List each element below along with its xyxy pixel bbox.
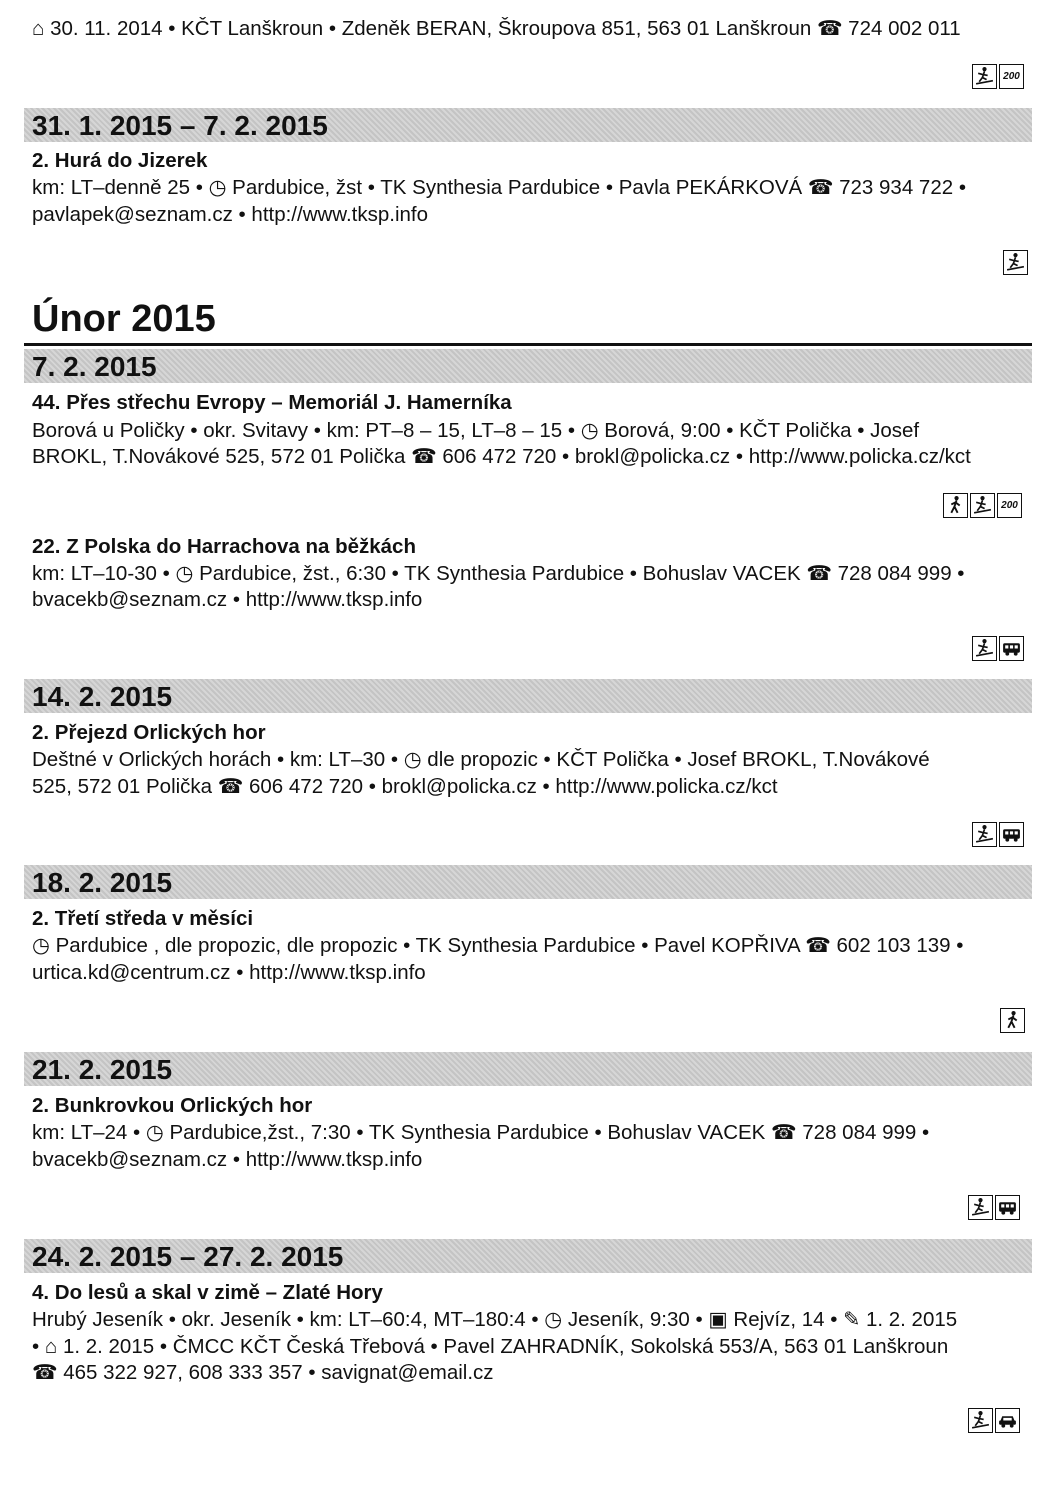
top-icons <box>972 64 1024 89</box>
month-heading: Únor 2015 <box>32 298 216 340</box>
event-detail-line: Hrubý Jeseník • okr. Jeseník • km: LT–60:4, MT–180:4 • ◷ Jeseník, 9:30 • ▣ Rejvíz, 14 • ✎ 1. 2. 2015 <box>32 1308 958 1331</box>
event-date-band: 31. 1. 2015 – 7. 2. 2015 <box>24 108 1032 142</box>
event-title: 44. Přes střechu Evropy – Memoriál J. Hamerníka <box>32 391 512 414</box>
event-detail-line: km: LT–24 • ◷ Pardubice,žst., 7:30 • TK Synthesia Pardubice • Bohuslav VACEK ☎ 728 084 999 • <box>32 1121 930 1144</box>
event-detail-line: Deštné v Orlických horách • km: LT–30 • ◷ dle propozic • KČT Polička • Josef BROKL, T.Novákové <box>32 748 930 771</box>
event-title: 22. Z Polska do Harrachova na běžkách <box>32 535 416 558</box>
event-detail-line: km: LT–denně 25 • ◷ Pardubice, žst • TK Synthesia Pardubice • Pavla PEKÁRKOVÁ ☎ 723 934 722 • <box>32 176 967 199</box>
ski-icon <box>972 822 997 847</box>
event-detail-line: pavlapek@seznam.cz • http://www.tksp.info <box>32 203 429 226</box>
top-contact-line: ⌂ 30. 11. 2014 • KČT Lanškroun • Zdeněk BERAN, Škroupova 851, 563 01 Lanškroun ☎ 724 002 011 <box>32 17 961 40</box>
hiker-icon <box>1000 1008 1025 1033</box>
event-icons <box>943 493 1022 518</box>
event-detail-line: bvacekb@seznam.cz • http://www.tksp.info <box>32 1148 423 1171</box>
ski-icon <box>970 493 995 518</box>
ski-icon <box>972 64 997 89</box>
event-icons <box>1003 250 1028 275</box>
event-detail-line: ☎ 465 322 927, 608 333 357 • savignat@email.cz <box>32 1361 494 1384</box>
ski-icon <box>968 1408 993 1433</box>
event-detail-line: bvacekb@seznam.cz • http://www.tksp.info <box>32 588 423 611</box>
event-date-band: 18. 2. 2015 <box>24 865 1032 899</box>
event-date-band: 7. 2. 2015 <box>24 349 1032 383</box>
bus-icon <box>999 636 1024 661</box>
bus-icon <box>995 1195 1020 1220</box>
event-date-band: 14. 2. 2015 <box>24 679 1032 713</box>
event-icons <box>968 1408 1020 1433</box>
event-detail-line: Borová u Poličky • okr. Svitavy • km: PT–8 – 15, LT–8 – 15 • ◷ Borová, 9:00 • KČT Polička • Josef <box>32 419 920 442</box>
event-title: 2. Bunkrovkou Orlických hor <box>32 1094 313 1117</box>
event-icons <box>972 636 1024 661</box>
car-icon <box>995 1408 1020 1433</box>
event-title: 4. Do lesů a skal v zimě – Zlaté Hory <box>32 1281 383 1304</box>
event-title: 2. Hurá do Jizerek <box>32 149 208 172</box>
event-title: 2. Přejezd Orlických hor <box>32 721 266 744</box>
event-date-band: 21. 2. 2015 <box>24 1052 1032 1086</box>
event-icons <box>1000 1008 1025 1033</box>
badge-200-icon: 200 <box>997 493 1022 518</box>
event-detail-line: km: LT–10-30 • ◷ Pardubice, žst., 6:30 • TK Synthesia Pardubice • Bohuslav VACEK ☎ 728 084 999 • <box>32 562 965 585</box>
hiker-icon <box>943 493 968 518</box>
event-detail-line: ◷ Pardubice , dle propozic, dle propozic • TK Synthesia Pardubice • Pavel KOPŘIVA ☎ 602 103 139 • <box>32 934 964 957</box>
event-date-band: 24. 2. 2015 – 27. 2. 2015 <box>24 1239 1032 1273</box>
bus-icon <box>999 822 1024 847</box>
ski-icon <box>972 636 997 661</box>
badge-200-icon: 200 <box>999 64 1024 89</box>
ski-icon <box>1003 250 1028 275</box>
event-icons <box>968 1195 1020 1220</box>
event-detail-line: BROKL, T.Novákové 525, 572 01 Polička ☎ 606 472 720 • brokl@policka.cz • http://www.policka.cz/kct <box>32 445 971 468</box>
event-detail-line: • ⌂ 1. 2. 2015 • ČMCC KČT Česká Třebová • Pavel ZAHRADNÍK, Sokolská 553/A, 563 01 Lanškroun <box>32 1335 949 1358</box>
event-detail-line: 525, 572 01 Polička ☎ 606 472 720 • brokl@policka.cz • http://www.policka.cz/kct <box>32 775 778 798</box>
month-divider <box>24 343 1032 346</box>
event-detail-line: urtica.kd@centrum.cz • http://www.tksp.info <box>32 961 426 984</box>
event-icons <box>972 822 1024 847</box>
event-title: 2. Třetí středa v měsíci <box>32 907 254 930</box>
ski-icon <box>968 1195 993 1220</box>
